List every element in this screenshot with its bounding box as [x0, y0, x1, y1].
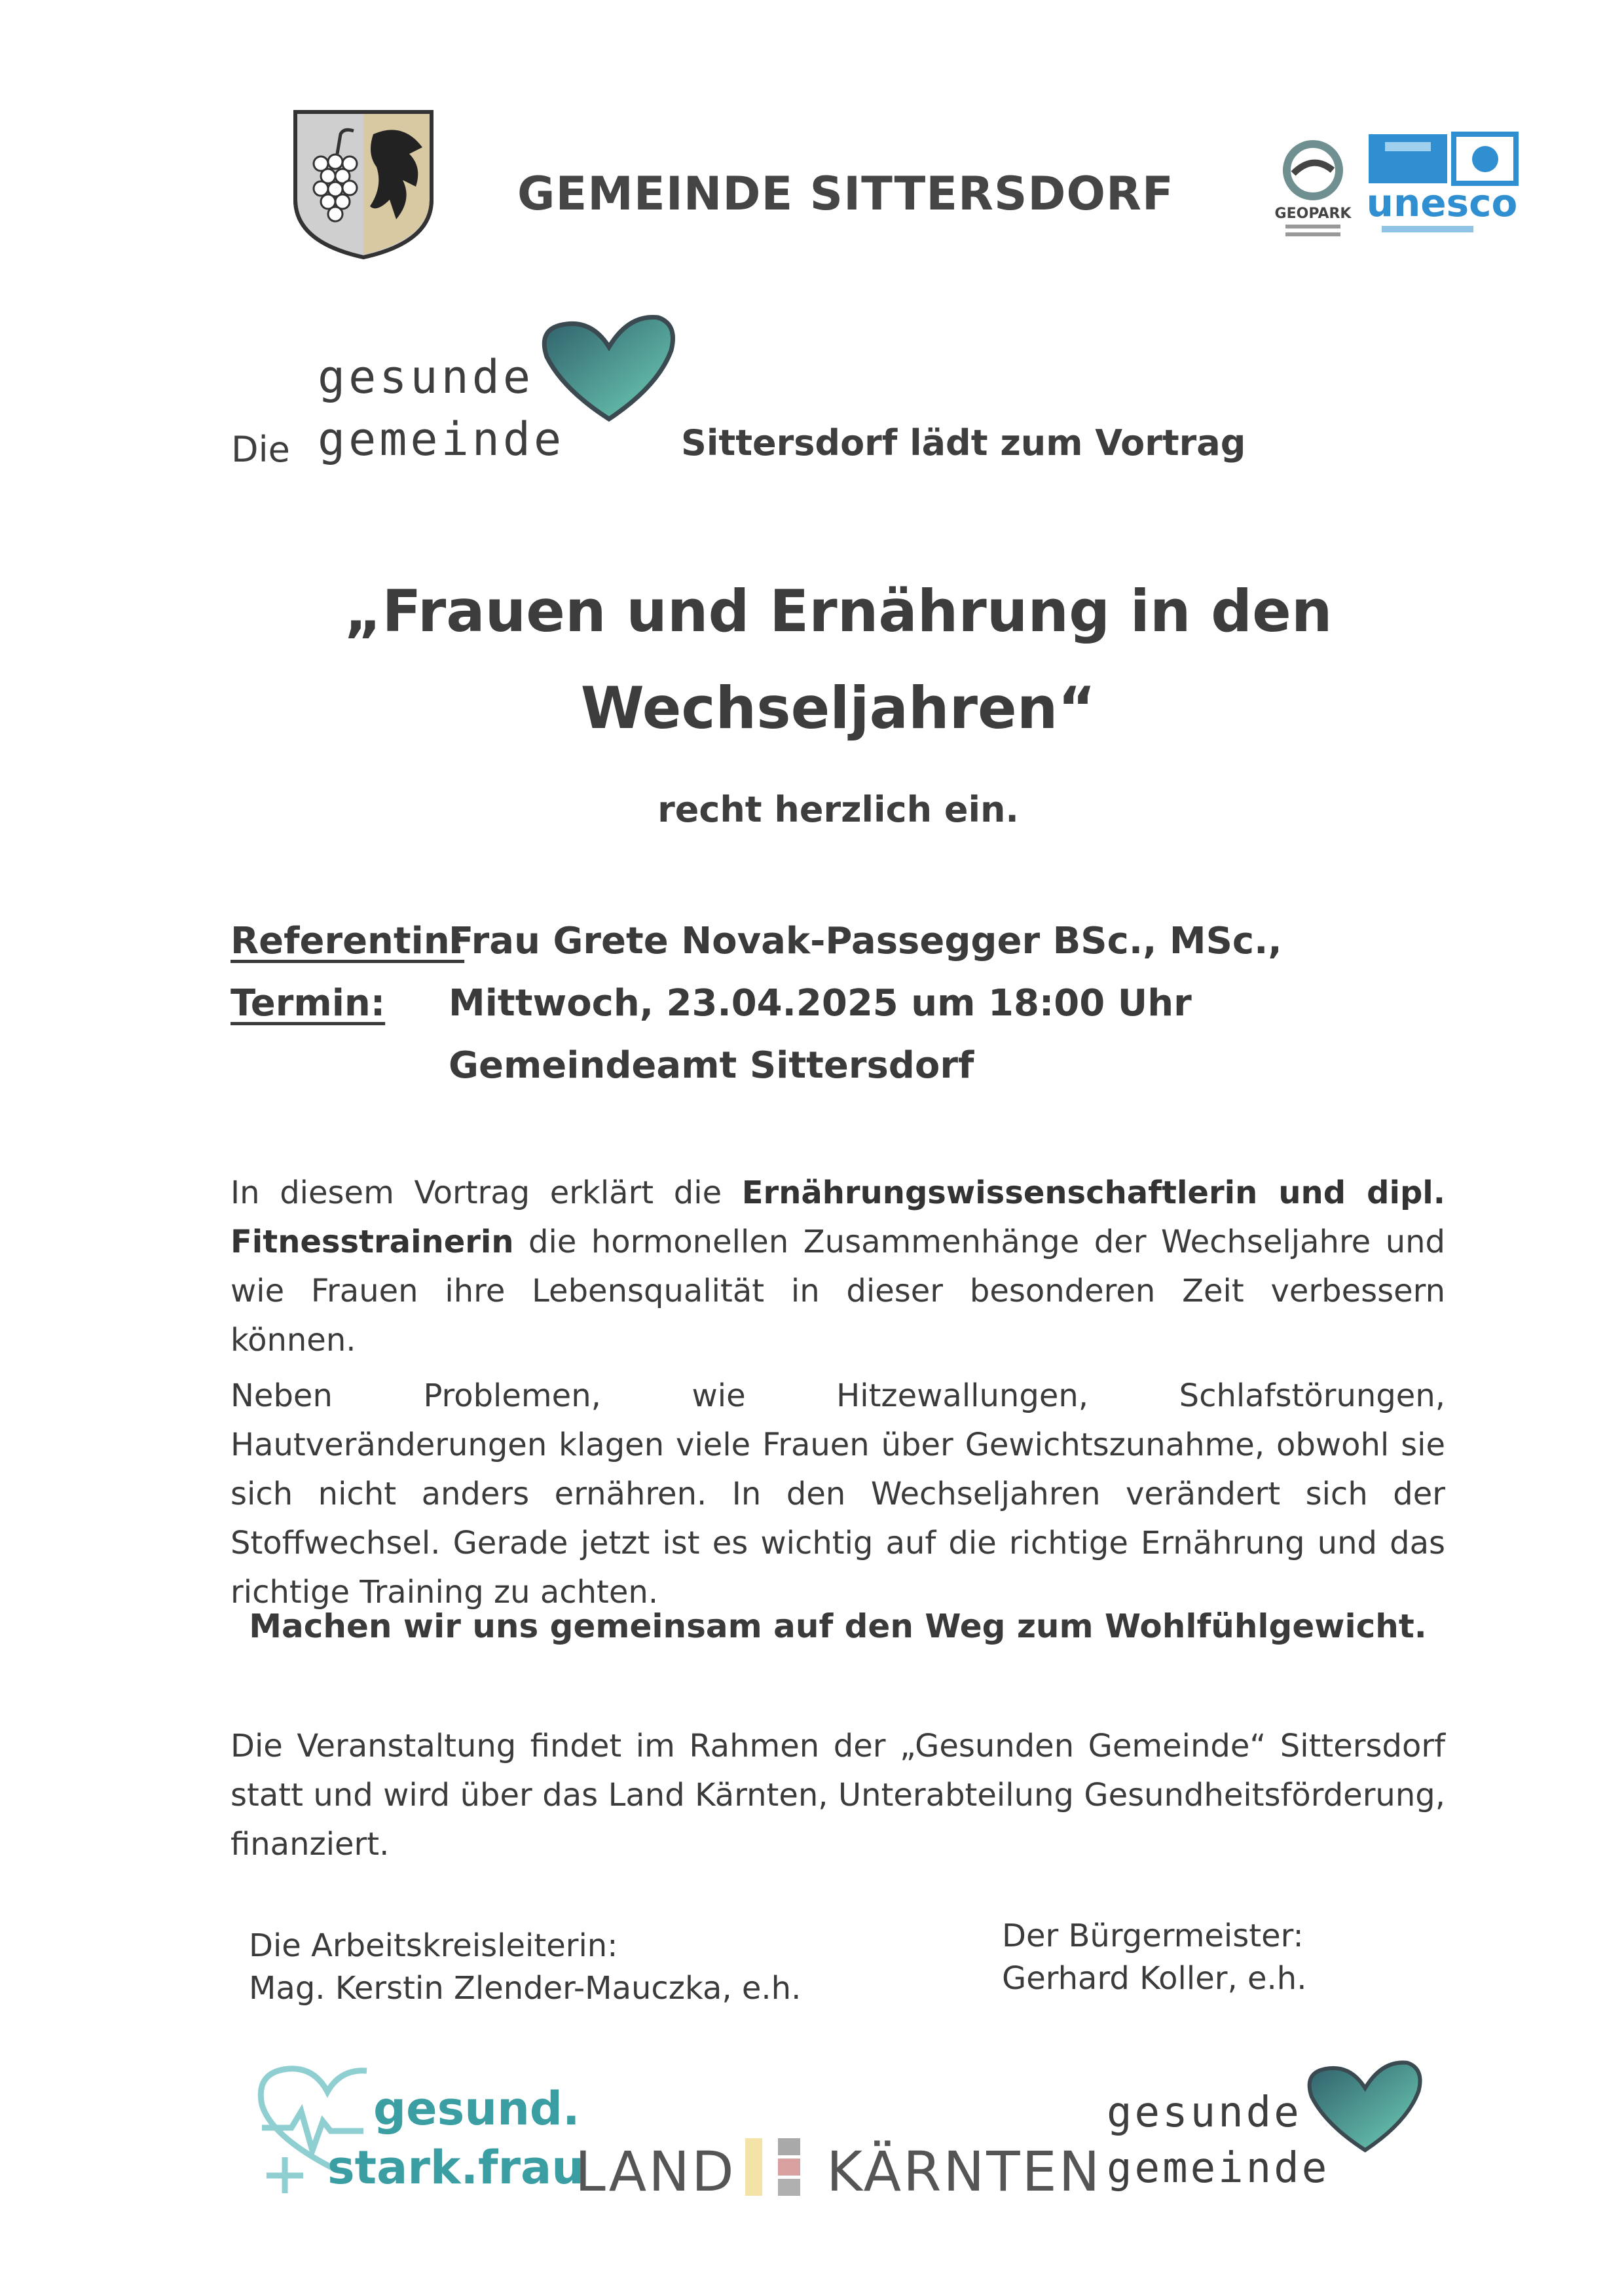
- signature-left-role: Die Arbeitskreisleiterin:: [249, 1927, 618, 1964]
- gesund-stark-frau-line1: gesund.: [373, 2082, 580, 2136]
- gesunde-gemeinde-logo-top: gesunde: [318, 350, 534, 404]
- signature-left-name: Mag. Kerstin Zlender-Mauczka, e.h.: [249, 1970, 802, 2007]
- event-title-line2: Wechseljahren“: [580, 674, 1096, 742]
- paragraph-intro-bold: Ernährungswissenschaftlerin und dipl. Fitnesstrainerin: [231, 1175, 1445, 1260]
- paragraph-problems: Neben Problemen, wie Hitzewallungen, Schlafstörungen, Hautveränderungen klagen viele Frauen über Gewichtszunahme, obwohl sie sich nicht anders ernähren. In den Wechseljahren verändert sich der Stoffwechsel. Gerade jetzt ist es wichtig auf die richtige Ernährung und das richtige Training zu achten.: [231, 1377, 1445, 1611]
- date-value: Mittwoch, 23.04.2025 um 18:00 Uhr: [449, 982, 1192, 1025]
- footer-gesunde-gemeinde-top: gesunde: [1107, 2088, 1302, 2137]
- signature-right: [1002, 1915, 1306, 2000]
- intro-die: Die: [231, 429, 290, 470]
- paragraph-intro-a: In diesem Vortrag erklärt die: [231, 1175, 742, 1211]
- geopark-logo: [1274, 134, 1352, 242]
- speaker-label: Referentin:: [231, 920, 465, 962]
- municipality-name: GEMEINDE SITTERSDORF: [517, 167, 1174, 221]
- carinthia-flag-icon: [740, 2136, 815, 2198]
- signature-right-role: Der Bürgermeister:: [1002, 1918, 1304, 1954]
- footer-heart-icon: [1303, 2056, 1424, 2157]
- motto: Machen wir uns gemeinsam auf den Weg zum Wohlfühlgewicht.: [249, 1607, 1427, 1645]
- event-subtitle: recht herzlich ein.: [657, 789, 1019, 830]
- footer-gesunde-gemeinde-bottom: gemeinde: [1107, 2144, 1330, 2193]
- place-value: Gemeindeamt Sittersdorf: [449, 1044, 974, 1087]
- unesco-logo: [1366, 134, 1518, 239]
- paragraph-intro: [231, 1169, 1445, 1365]
- gesund-stark-frau-line2: stark.frau: [327, 2141, 585, 2195]
- coat-of-arms-logo: [291, 108, 435, 262]
- geopark-label: GEOPARK: [1274, 206, 1352, 222]
- event-title: [223, 563, 1454, 757]
- land-text: LAND: [575, 2140, 736, 2204]
- event-title-line1: „Frauen und Ernährung in den: [344, 577, 1333, 645]
- paragraph-intro-c: die hormonellen Zusammenhänge der Wechseljahre und wie Frauen ihre Lebensqualität in dieser besonderen Zeit verbessern können.: [231, 1224, 1445, 1358]
- unesco-label: unesco: [1366, 181, 1518, 225]
- signature-left: [249, 1925, 801, 2010]
- heart-icon: [537, 311, 678, 426]
- paragraph-funding: Die Veranstaltung findet im Rahmen der „Gesunden Gemeinde“ Sittersdorf statt und wird über das Land Kärnten, Unterabteilung Gesundheitsförderung, finanziert.: [231, 1728, 1445, 1863]
- date-label: Termin:: [231, 982, 386, 1025]
- invite-text: Sittersdorf lädt zum Vortrag: [681, 422, 1246, 464]
- kaernten-text: KÄRNTEN: [826, 2140, 1102, 2204]
- gesunde-gemeinde-logo-bottom: gemeinde: [318, 412, 565, 466]
- speaker-value: Frau Grete Novak-Passegger BSc., MSc.,: [449, 920, 1282, 962]
- signature-right-name: Gerhard Koller, e.h.: [1002, 1960, 1307, 1997]
